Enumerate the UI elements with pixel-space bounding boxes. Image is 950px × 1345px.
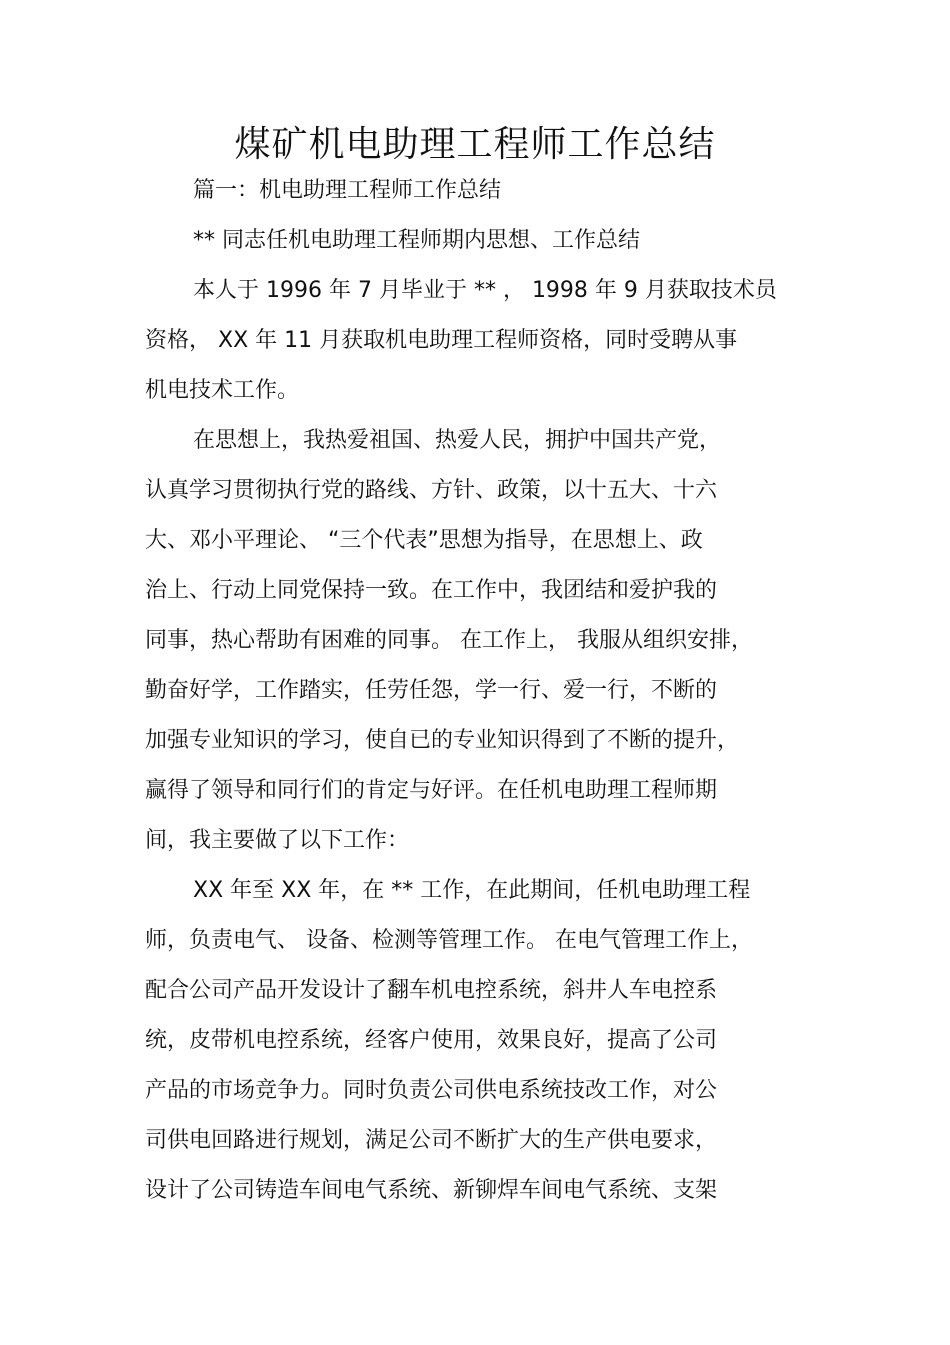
text-line: 间，我主要做了以下工作：: [145, 828, 410, 853]
text-line: 本人于 1996 年 7 月毕业于 ** ， 1998 年 9 月获取技术员: [193, 278, 777, 303]
text-line: 在思想上，我热爱祖国、热爱人民，拥护中国共产党，: [193, 428, 722, 453]
text-line: 大、邓小平理论、 “三个代表”思想为指导，在思想上、政: [145, 528, 703, 553]
text-line: 认真学习贯彻执行党的路线、方针、政策，以十五大、十六: [145, 478, 718, 503]
text-line: 司供电回路进行规划，满足公司不断扩大的生产供电要求，: [145, 1128, 718, 1153]
text-line: 统，皮带机电控系统，经客户使用，效果良好，提高了公司: [145, 1028, 718, 1053]
text-line: 机电技术工作。: [145, 378, 300, 403]
text-line: 治上、行动上同党保持一致。在工作中，我团结和爱护我的: [145, 578, 718, 603]
text-line: 加强专业知识的学习，使自已的专业知识得到了不断的提升，: [145, 728, 740, 753]
text-line: 设计了公司铸造车间电气系统、新铆焊车间电气系统、支架: [145, 1178, 718, 1203]
text-line: ** 同志任机电助理工程师期内思想、工作总结: [193, 228, 640, 253]
text-line: 赢得了领导和同行们的肯定与好评。在任机电助理工程师期: [145, 778, 718, 803]
text-line: 同事，热心帮助有困难的同事。 在工作上， 我服从组织安排，: [145, 628, 753, 653]
text-line: 篇一：机电助理工程师工作总结: [193, 178, 502, 203]
text-line: 勤奋好学，工作踏实，任劳任怨，学一行、爱一行，不断的: [145, 678, 718, 703]
text-line: 师，负责电气、 设备、检测等管理工作。 在电气管理工作上，: [145, 928, 753, 953]
text-line: 产品的市场竞争力。同时负责公司供电系统技改工作，对公: [145, 1078, 718, 1103]
text-line: 资格， XX 年 11 月获取机电助理工程师资格，同时受聘从事: [145, 328, 738, 353]
text-line: 配合公司产品开发设计了翻车机电控系统，斜井人车电控系: [145, 978, 718, 1003]
document-title: 煤矿机电助理工程师工作总结: [234, 124, 716, 165]
text-line: XX 年至 XX 年，在 ** 工作，在此期间，任机电助理工程: [193, 878, 751, 903]
